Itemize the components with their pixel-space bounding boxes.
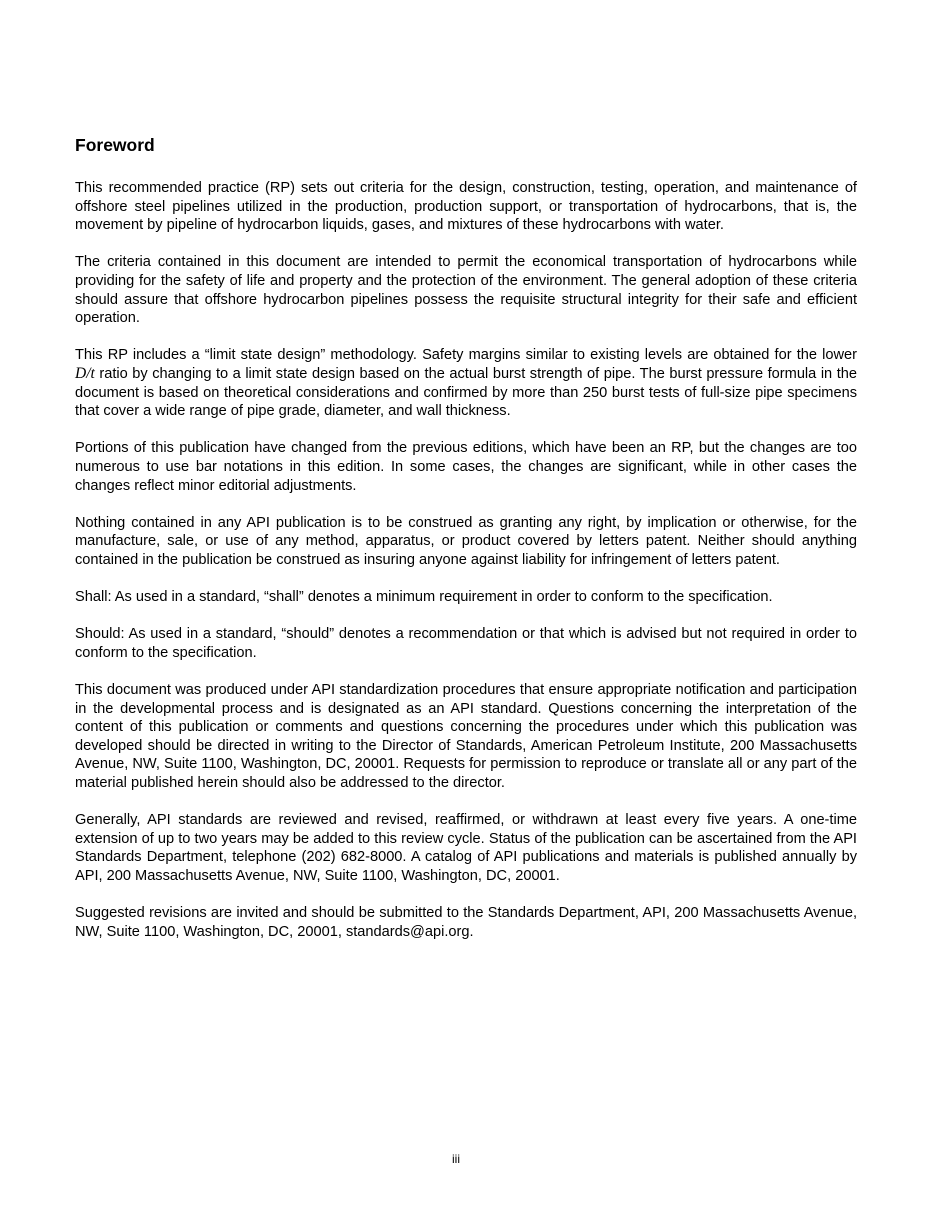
paragraph-suggested-revisions: Suggested revisions are invited and should be submitted to the Standards Department, API, 200 Massachusetts Avenue, NW, Suite 1100, Washington, DC, 20001, standards@api.org. — [75, 905, 857, 940]
paragraph-changes: Portions of this publication have changed from the previous editions, which have been an RP, but the changes are too numerous to use bar notations in this edition. In some cases, the changes are significant, while in other cases the changes reflect minor editorial adjustments. — [75, 440, 857, 494]
paragraph-standardization-procedures: This document was produced under API standardization procedures that ensure appropriate notification and participation in the developmental process and is designated as an API standard. Questions concerning the interpretation of the content of this publication or comments and questions concerning the procedures under which this publication was developed should be directed in writing to the Director of Standards, American Petroleum Institute, 200 Massachusetts Avenue, NW, Suite 1100, Washington, DC, 20001. Requests for permission to reproduce or translate all or any part of the material published herein should also be addressed to the director. — [75, 682, 857, 791]
document-page — [75, 134, 857, 960]
italic-term: D/t — [75, 364, 95, 382]
paragraph-shall-definition: Shall: As used in a standard, “shall” denotes a minimum requirement in order to conform to the specification. — [75, 589, 773, 606]
page-title: Foreword — [75, 135, 155, 155]
paragraph-patent-disclaimer: Nothing contained in any API publication is to be construed as granting any right, by implication or otherwise, for the manufacture, sale, or use of any method, apparatus, or product covered by letters patent. Neither should anything contained in the publication be construed as insuring anyone against liability for infringement of letters patent. — [75, 514, 857, 568]
paragraph-limit-state-design — [75, 346, 857, 420]
paragraph-scope: This recommended practice (RP) sets out criteria for the design, construction, testing, operation, and maintenance of offshore steel pipelines utilized in the production, production support, or transportation of hydrocarbons, that is, the movement by pipeline of hydrocarbon liquids, gases, and mixtures of these hydrocarbons with water. — [75, 180, 857, 234]
page-number: iii — [452, 1152, 460, 1166]
paragraph-text-segment: ratio by changing to a limit state design based on the actual burst strength of pipe. The burst pressure formula in the document is based on theoretical considerations and confirmed by more than 250 burst tests of full-size pipe specimens that cover a wide range of pipe grade, diameter, and wall thickness. — [75, 365, 857, 420]
paragraph-text-segment: This RP includes a “limit state design” methodology. Safety margins similar to existing levels are obtained for the lower — [75, 347, 857, 364]
paragraph-should-definition: Should: As used in a standard, “should” denotes a recommendation or that which is advised but not required in order to conform to the specification. — [75, 626, 857, 661]
paragraph-review-cycle: Generally, API standards are reviewed and revised, reaffirmed, or withdrawn at least every five years. A one-time extension of up to two years may be added to this review cycle. Status of the publication can be ascertained from the API Standards Department, telephone (202) 682-8000. A catalog of API publications and materials is published annually by API, 200 Massachusetts Avenue, NW, Suite 1100, Washington, DC, 20001. — [75, 812, 857, 884]
paragraph-criteria: The criteria contained in this document are intended to permit the economical transportation of hydrocarbons while providing for the safety of life and property and the protection of the environment. The general adoption of these criteria should assure that offshore hydrocarbon pipelines possess the requisite structural integrity for their safe and efficient operation. — [75, 254, 857, 327]
